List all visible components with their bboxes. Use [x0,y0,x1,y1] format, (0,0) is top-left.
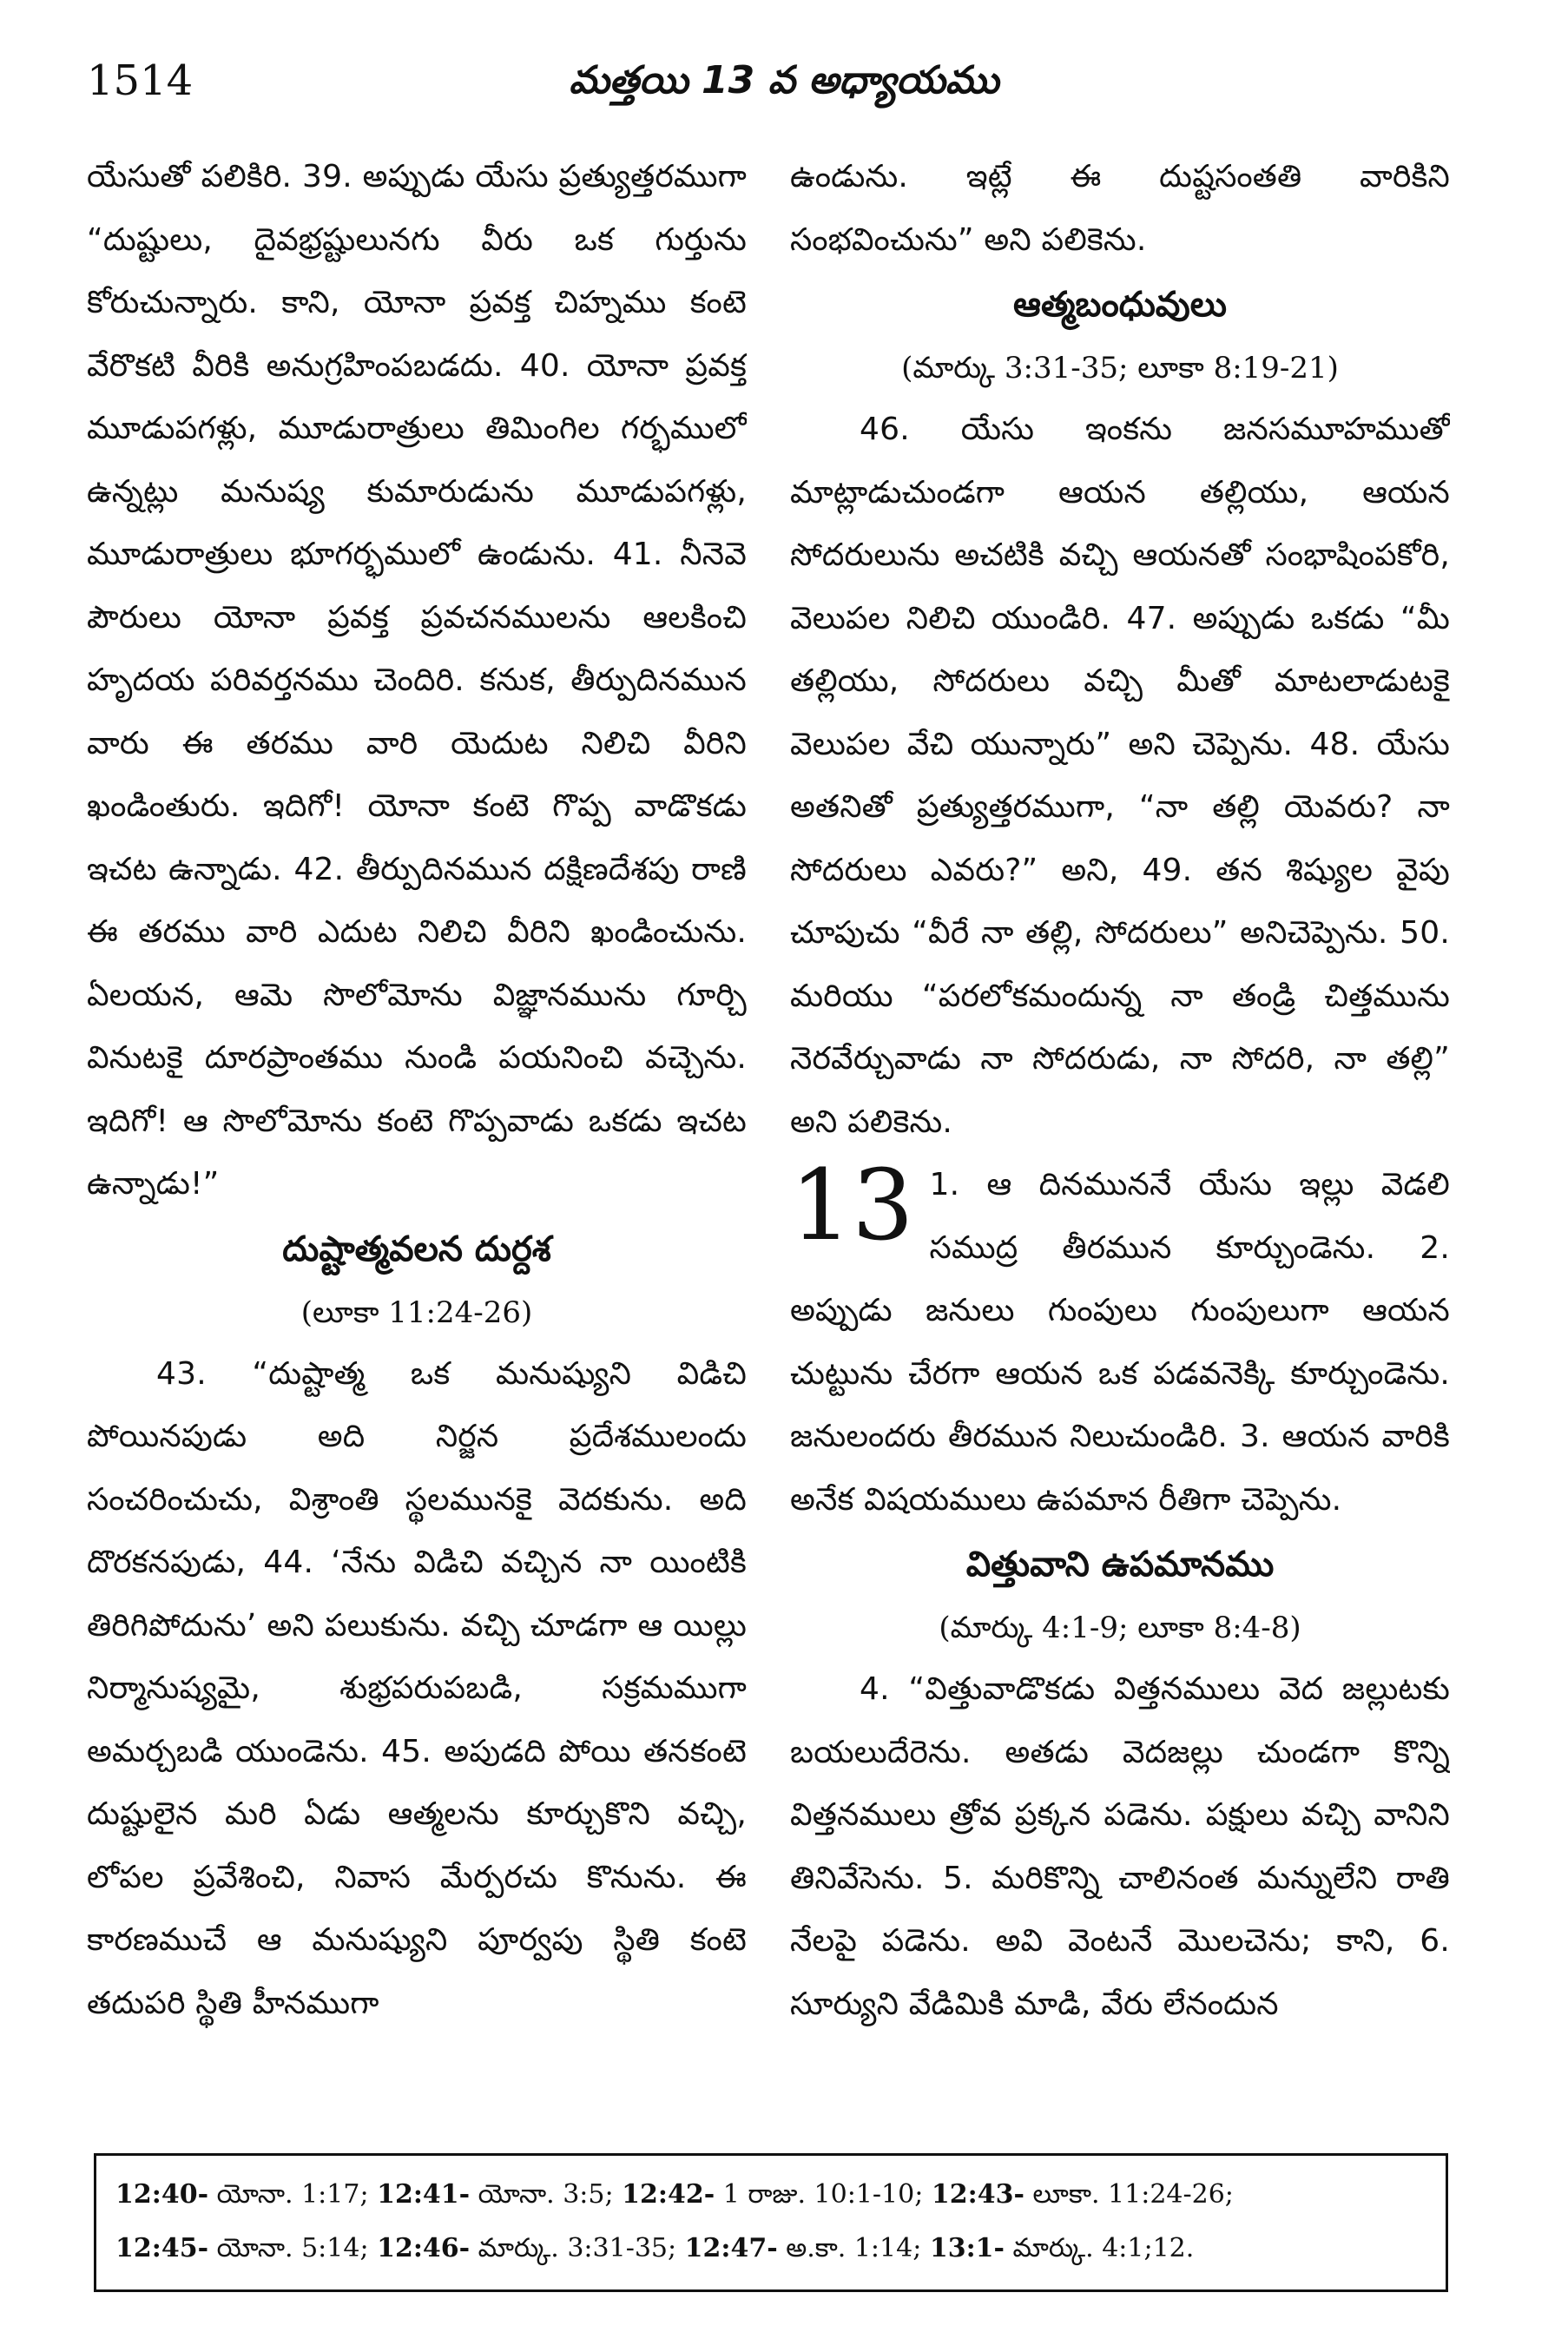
section-heading: దుష్టాత్మవలన దుర్దశ [282,1229,551,1269]
verse-paragraph: 46. యేసు ఇంకను జనసమూహముతో మాట్లాడుచుండగా ఆయన తల్లియు, ఆయన సోదరులును అచటికి వచ్చి ఆయనతో సంభాషింపకోరి, వెలుపల నిలిచి యుండిరి. 47. అప్పుడు ఒకడు “మీ తల్లియు, సోదరులు వచ్చి మీతో మాటలాడుటకై వెలుపల వేచి యున్నారు” అని చెప్పెను. 48. యేసు అతనితో ప్రత్యుత్తరముగా, “నా తల్లి యెవరు? నా సోదరులు ఎవరు?” అని, 49. తన శిష్యుల వైపు చూపుచు “వీరే నా తల్లి, సోదరులు” అనిచెప్పెను. 50. మరియు “పరలోకమందున్న నా తండ్రి చిత్తమును నెరవేర్చువాడు నా సోదరుడు, నా సోదరి, నా తల్లి” అని పలికెను. [790,412,1450,1140]
footnote-text: యోనా. 5:14; [208,2233,378,2263]
footnote-text: అ.కా. 1:14; [777,2233,930,2263]
cross-reference: (మార్కు 3:31-35; లూకా 8:19-21) [901,351,1339,385]
cross-reference: (మార్కు 4:1-9; లూకా 8:4-8) [939,1611,1301,1645]
page-header [87,42,1481,120]
chapter-start [790,1150,1450,1532]
chapter-number: 13 [790,1150,914,1262]
footnote-ref: 12:45- [115,2233,209,2263]
running-title: మత్తయి 13 వ అధ్యాయము [569,58,999,102]
footnote-ref: 12:47- [684,2233,778,2263]
page-number: 1514 [87,56,194,105]
footnote-text: 1 రాజు. 10:1-10; [715,2179,932,2210]
verse-paragraph: 1. ఆ దినముననే యేసు ఇల్లు వెడలి సముద్ర తీరమున కూర్చుండెను. 2. అప్పుడు జనులు గుంపులు గుంపులుగా ఆయన చుట్టును చేరగా ఆయన ఒక పడవనెక్కి కూర్చుండెను. జనులందరు తీరమున నిలుచుండిరి. 3. ఆయన వారికి అనేక విషయములు ఉపమాన రీతిగా చెప్పెను. [790,1167,1450,1518]
footnote-text: యోనా. 3:5; [470,2179,623,2210]
verse-paragraph: 4. “విత్తువాడొకడు విత్తనములు వెద జల్లుటకు బయలుదేరెను. అతడు వెదజల్లు చుండగా కొన్ని విత్తనములు త్రోవ ప్రక్కన పడెను. పక్షులు వచ్చి వానిని తినివేసెను. 5. మరికొన్ని చాలినంత మన్నులేని రాతి నేలపై పడెను. అవి వెంటనే మొలచెను; కాని, 6. సూర్యుని వేడిమికి మాడి, వేరు లేనందున [790,1671,1450,2022]
footnote-text: మార్కు. 3:31-35; [470,2233,685,2263]
footnote-box [94,2153,1448,2292]
footnote-text: యోనా. 1:17; [208,2179,378,2210]
footnote-ref: 12:43- [931,2179,1024,2210]
footnote-text: లూకా. 11:24-26; [1024,2179,1234,2210]
footnote-ref: 12:42- [622,2179,715,2210]
footnote-line [115,2222,1426,2276]
footnote-ref: 12:41- [377,2179,471,2210]
footnote-ref: 12:46- [377,2233,471,2263]
verse-paragraph: 43. “దుష్టాత్మ ఒక మనుష్యుని విడిచి పోయినపుడు అది నిర్జన ప్రదేశములందు సంచరించుచు, విశ్రాంతి స్థలమునకై వెదకును. అది దొరకనపుడు, 44. ‘నేను విడిచి వచ్చిన నా యింటికి తిరిగిపోదును’ అని పలుకును. వచ్చి చూడగా ఆ యిల్లు నిర్మానుష్యమై, శుభ్రపరుపబడి, సక్రమముగా అమర్చబడి యుండెను. 45. అపుడది పోయి తనకంటె దుష్టులైన మరి ఏడు ఆత్మలను కూర్చుకొని వచ్చి, లోపల ప్రవేశించి, నివాస మేర్పరచు కొనును. ఈ కారణముచే ఆ మనుష్యుని పూర్వపు స్థితి కంటె తదుపరి స్థితి హీనముగా [87,1355,747,2021]
cross-reference: (లూకా 11:24-26) [300,1295,533,1330]
footnote-text: మార్కు. 4:1;12. [1005,2233,1195,2263]
left-column [87,146,747,2099]
verse-paragraph: ఉండును. ఇట్లే ఈ దుష్టసంతతి వారికిని సంభవించును” అని పలికెను. [790,159,1450,258]
footnote-ref: 12:40- [115,2179,209,2210]
footnote-ref: 13:1- [929,2233,1005,2263]
right-column [790,146,1450,2099]
footnote-line [115,2168,1426,2222]
section-heading: ఆత్మబంధువులు [1013,285,1227,325]
verse-paragraph: యేసుతో పలికిరి. 39. అప్పుడు యేసు ప్రత్యుత్తరముగా “దుష్టులు, దైవభ్రష్టులునగు వీరు ఒక గుర్తును కోరుచున్నారు. కాని, యోనా ప్రవక్త చిహ్నము కంటె వేరొకటి వీరికి అనుగ్రహింపబడదు. 40. యోనా ప్రవక్త మూడుపగళ్లు, మూడురాత్రులు తిమింగిల గర్భములో ఉన్నట్లు మనుష్య కుమారుడును మూడుపగళ్లు, మూడురాత్రులు భూగర్భములో ఉండును. 41. నీనెవె పౌరులు యోనా ప్రవక్త ప్రవచనములను ఆలకించి హృదయ పరివర్తనము చెందిరి. కనుక, తీర్పుదినమున వారు ఈ తరము వారి యెదుట నిలిచి వీరిని ఖండింతురు. ఇదిగో! యోనా కంటె గొప్ప వాడొకడు ఇచట ఉన్నాడు. 42. తీర్పుదినమున దక్షిణదేశపు రాణి ఈ తరము వారి ఎదుట నిలిచి వీరిని ఖండించును. ఏలయన, ఆమె సొలోమోను విజ్ఞానమును గూర్చి వినుటకై దూరప్రాంతము నుండి పయనించి వచ్చెను. ఇదిగో! ఆ సొలోమోను కంటె గొప్పవాడు ఒకడు ఇచట ఉన్నాడు!” [87,159,747,1202]
section-heading: విత్తువాని ఉపమానము [965,1545,1275,1584]
